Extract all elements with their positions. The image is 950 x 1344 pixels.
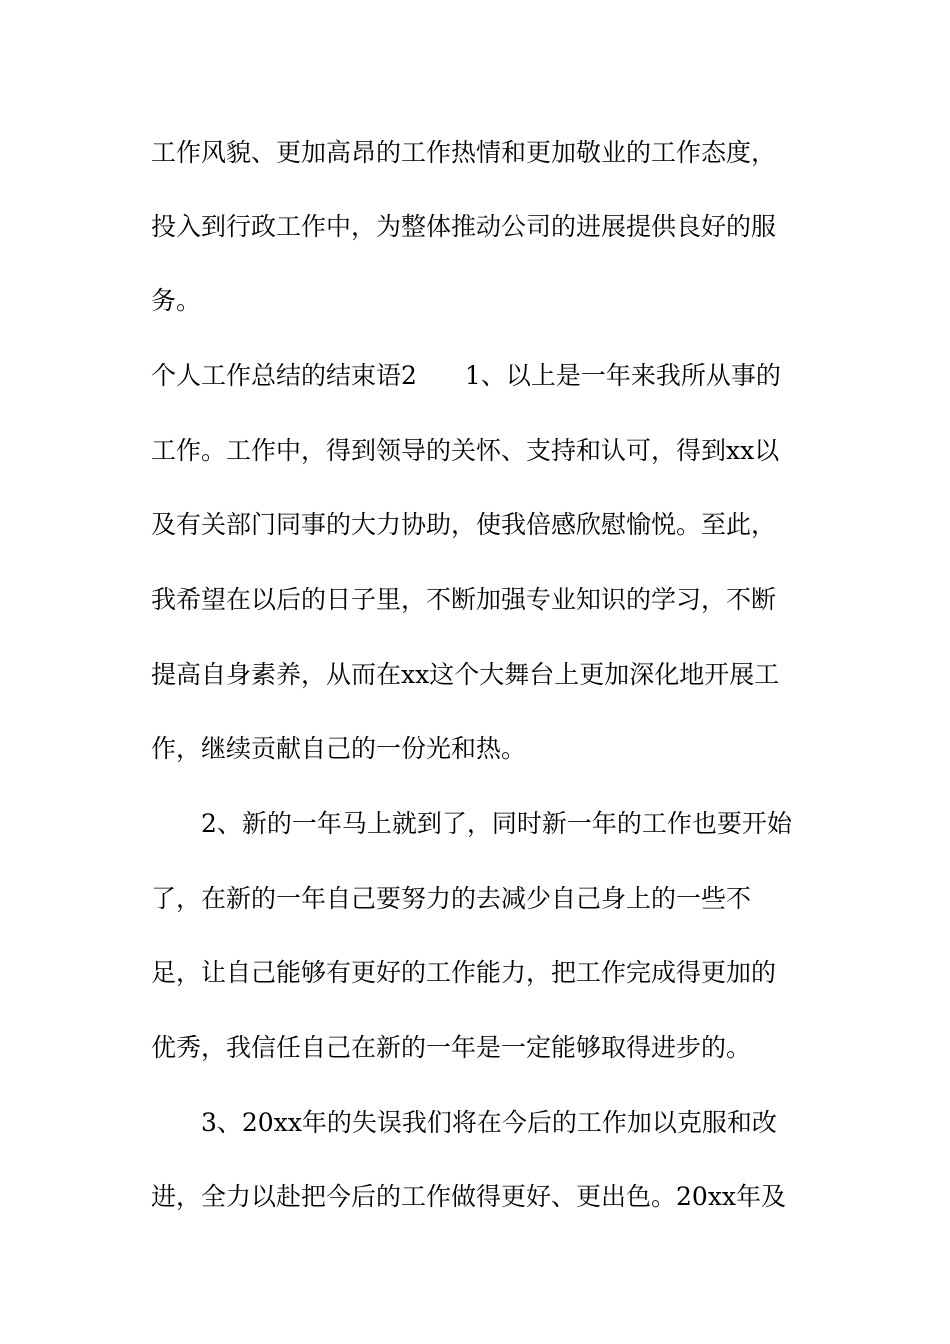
text-line: 工作。工作中，得到领导的关怀、支持和认可，得到xx以 <box>151 436 780 465</box>
text-line: 作，继续贡献自己的一份光和热。 <box>151 734 527 763</box>
section-heading: 个人工作总结的结束语2 <box>151 361 417 390</box>
paragraph-first-line: 2、新的一年马上就到了，同时新一年的工作也要开始 <box>201 809 792 838</box>
section-heading-line <box>151 361 781 391</box>
text-line: 工作风貌、更加高昂的工作热情和更加敬业的工作态度， <box>151 138 777 167</box>
text-line: 了，在新的一年自己要努力的去减少自己身上的一些不 <box>151 884 752 913</box>
text-line: 及有关部门同事的大力协助，使我倍感欣慰愉悦。至此， <box>151 510 777 539</box>
text-segment: 1、以上是一年来我所从事的 <box>464 361 781 390</box>
text-line: 务。 <box>151 286 202 315</box>
text-line: 优秀，我信任自己在新的一年是一定能够取得进步的。 <box>151 1033 752 1062</box>
text-line: 投入到行政工作中，为整体推动公司的进展提供良好的服 <box>151 212 777 241</box>
text-line: 我希望在以后的日子里，不断加强专业知识的学习，不断 <box>151 585 777 614</box>
text-line: 提高自身素养，从而在xx这个大舞台上更加深化地开展工 <box>151 660 780 689</box>
text-line: 足，让自己能够有更好的工作能力，把工作完成得更加的 <box>151 958 777 987</box>
paragraph-first-line: 3、20xx年的失误我们将在今后的工作加以克服和改 <box>201 1108 777 1137</box>
text-line: 进，全力以赴把今后的工作做得更好、更出色。20xx年及 <box>151 1182 787 1211</box>
